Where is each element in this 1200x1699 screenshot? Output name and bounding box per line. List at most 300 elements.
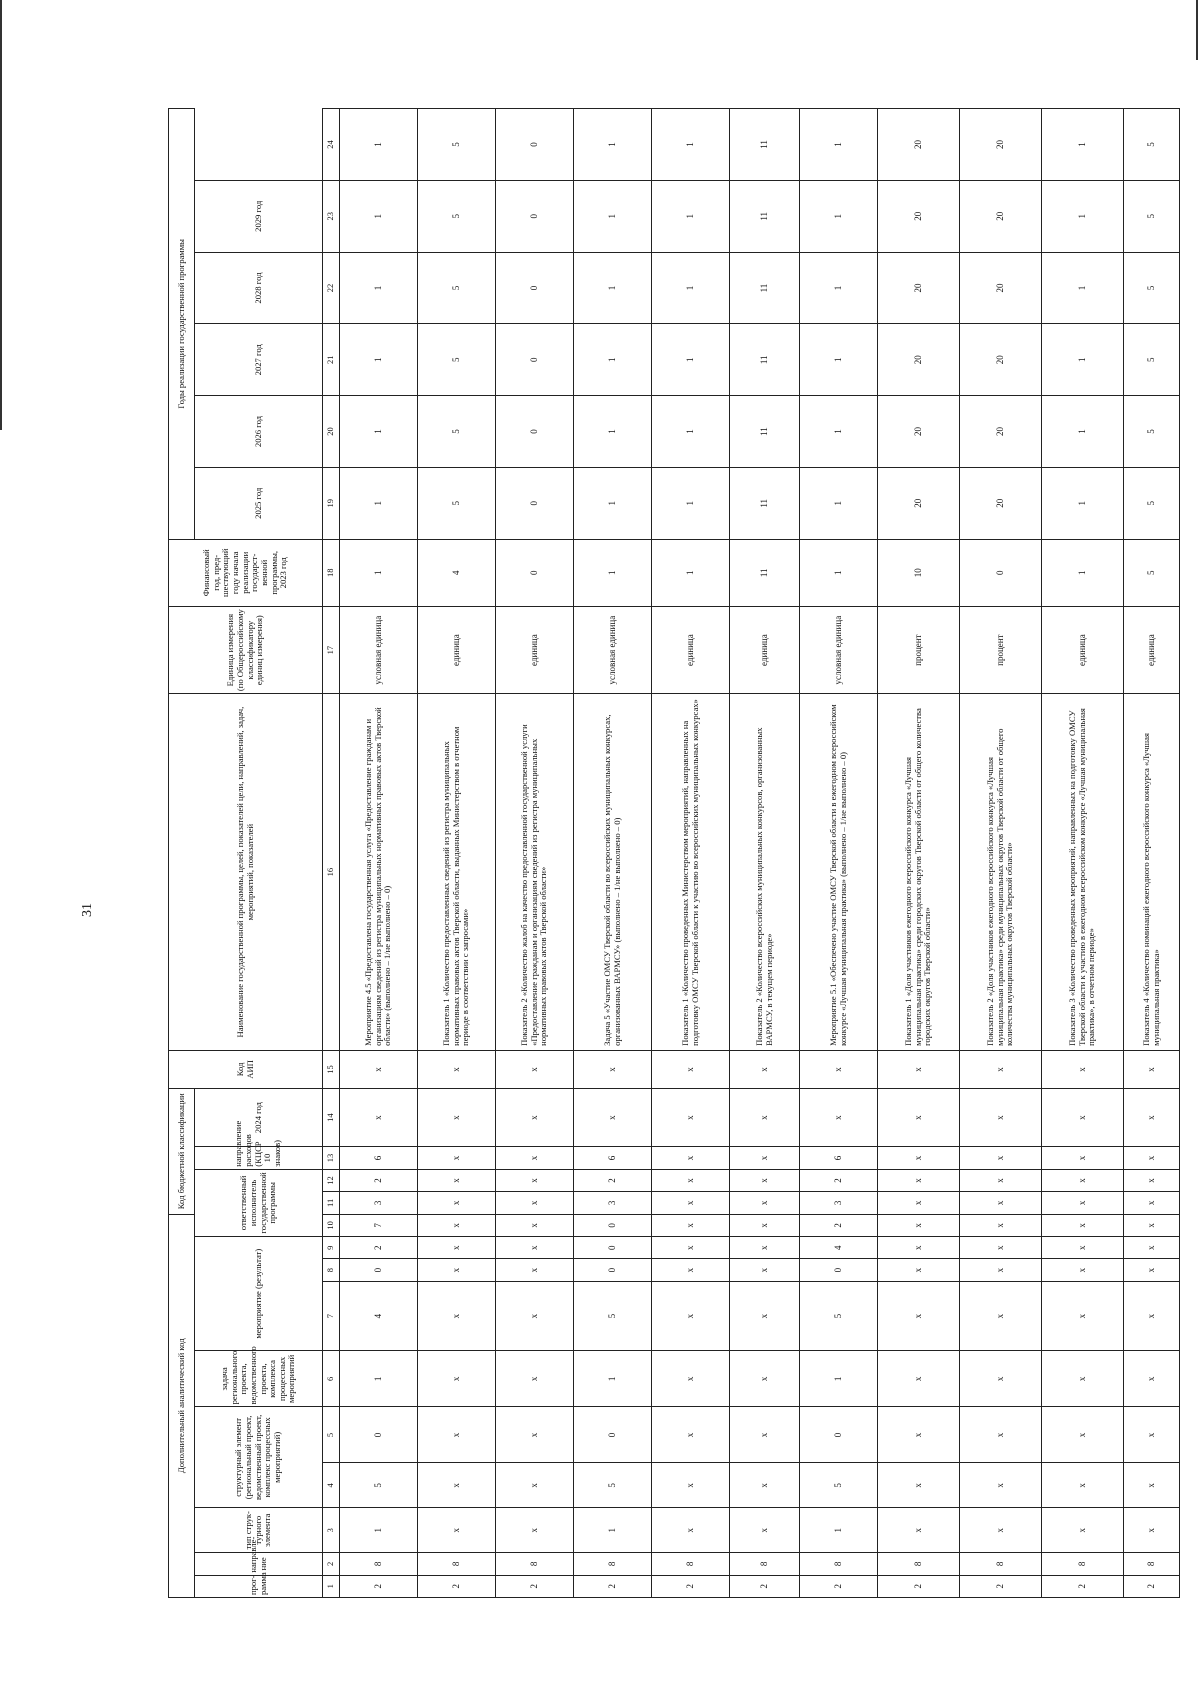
header-year-2028: 2028 год: [195, 252, 323, 324]
year-value: 11: [730, 252, 800, 324]
code-cell: x: [960, 1192, 1042, 1214]
page-number: 31: [80, 903, 95, 917]
code-cell: x: [878, 1147, 960, 1169]
year-value: 1: [340, 180, 418, 252]
code-cell: x: [418, 1259, 496, 1281]
code-cell: x: [418, 1169, 496, 1191]
code-cell: x: [496, 1259, 574, 1281]
year-value: 5: [418, 396, 496, 468]
code-cell: x: [730, 1050, 800, 1088]
column-number: 1: [323, 1575, 340, 1597]
item-description: Показатель 2 «Количество всероссийских муниципальных конкурсов, организованных ВАРМСУ, в текущем периоде»: [730, 694, 800, 1051]
code-cell: 4: [340, 1281, 418, 1351]
code-cell: x: [1042, 1050, 1124, 1088]
code-cell: 1: [574, 1351, 652, 1407]
code-cell: 5: [800, 1463, 878, 1508]
item-description: Мероприятие 5.1 «Обеспечено участие ОМСУ Тверской области в ежегодном всероссийском конкурсе «Лучшая муниципальная практика» (выполнено – 1/не выполнено – 0): [800, 694, 878, 1051]
table-row: [340, 109, 418, 1598]
code-cell: x: [496, 1508, 574, 1553]
column-number: 14: [323, 1088, 340, 1146]
code-cell: x: [418, 1050, 496, 1088]
code-cell: 2: [1124, 1575, 1180, 1597]
year-value: 1: [800, 467, 878, 539]
scan-edge-mark: [0, 0, 2, 430]
code-cell: x: [418, 1192, 496, 1214]
base-year-value: 1: [340, 539, 418, 606]
code-cell: x: [418, 1508, 496, 1553]
header-year-2029: 2029 год: [195, 180, 323, 252]
code-cell: x: [496, 1192, 574, 1214]
column-number: 21: [323, 324, 340, 396]
year-value: 1: [340, 467, 418, 539]
code-cell: 8: [652, 1553, 730, 1575]
header-struct-element: структурный элемент (региональный проект, ведомственный проект, комплекс процессных мероприятий): [195, 1407, 323, 1508]
code-cell: 8: [574, 1553, 652, 1575]
year-value: 1: [800, 252, 878, 324]
header-direction: направле-ние: [195, 1553, 323, 1575]
year-value: 0: [496, 180, 574, 252]
code-cell: 8: [960, 1553, 1042, 1575]
code-cell: x: [878, 1463, 960, 1508]
code-cell: 6: [800, 1147, 878, 1169]
column-number: 2: [323, 1553, 340, 1575]
code-cell: 8: [800, 1553, 878, 1575]
year-value: 11: [730, 467, 800, 539]
base-year-value: 1: [800, 539, 878, 606]
code-cell: x: [960, 1351, 1042, 1407]
year-value: 5: [1124, 467, 1180, 539]
code-cell: x: [1124, 1237, 1180, 1259]
code-cell: 3: [800, 1192, 878, 1214]
code-cell: x: [878, 1351, 960, 1407]
code-cell: 0: [340, 1259, 418, 1281]
table-row: [418, 109, 496, 1598]
code-cell: 2: [574, 1169, 652, 1191]
header-responsible: ответственный исполнитель государственной программы: [195, 1169, 323, 1236]
code-cell: x: [1042, 1237, 1124, 1259]
year-value: 20: [960, 109, 1042, 181]
year-value: 1: [1042, 252, 1124, 324]
code-cell: 0: [800, 1407, 878, 1463]
code-cell: x: [1042, 1214, 1124, 1236]
code-cell: x: [418, 1214, 496, 1236]
code-cell: x: [960, 1214, 1042, 1236]
unit-cell: единица: [730, 606, 800, 693]
year-value: 1: [574, 467, 652, 539]
column-number: 11: [323, 1192, 340, 1214]
column-number: 3: [323, 1508, 340, 1553]
header-task: задача регионального проекта, ведомственного проекта, комплекса процессных мероприятий: [195, 1351, 323, 1407]
column-number-row: [323, 109, 340, 1598]
unit-cell: условная единица: [340, 606, 418, 693]
code-cell: x: [1042, 1351, 1124, 1407]
item-description: Задача 5 «Участие ОМСУ Тверской области во всероссийских муниципальных конкурсах, организованных ВАРМСУ» (выполнено – 1/не выполнено – 0): [574, 694, 652, 1051]
code-cell: 8: [340, 1553, 418, 1575]
year-value: 20: [960, 180, 1042, 252]
year-value: 11: [730, 180, 800, 252]
year-value: 1: [574, 109, 652, 181]
code-cell: 5: [574, 1281, 652, 1351]
column-number: 10: [323, 1214, 340, 1236]
year-value: 20: [878, 396, 960, 468]
year-value: 20: [960, 324, 1042, 396]
column-number: 18: [323, 539, 340, 606]
year-value: 20: [878, 324, 960, 396]
code-cell: x: [496, 1214, 574, 1236]
base-year-value: 4: [418, 539, 496, 606]
year-value: 5: [418, 109, 496, 181]
code-cell: x: [1042, 1281, 1124, 1351]
year-value: 11: [730, 109, 800, 181]
code-cell: x: [652, 1088, 730, 1146]
year-value: 1: [340, 252, 418, 324]
unit-cell: условная единица: [800, 606, 878, 693]
item-description: Показатель 4 «Количество номинаций ежегодного всероссийского конкурса «Лучшая муниципальная практика»: [1124, 694, 1180, 1051]
column-number: 16: [323, 694, 340, 1051]
code-cell: 7: [340, 1214, 418, 1236]
code-cell: x: [878, 1214, 960, 1236]
code-cell: x: [652, 1237, 730, 1259]
code-cell: x: [1042, 1147, 1124, 1169]
year-value: 1: [800, 180, 878, 252]
year-value: 1: [1042, 109, 1124, 181]
code-cell: 4: [800, 1237, 878, 1259]
code-cell: 8: [1124, 1553, 1180, 1575]
header-base-year: Финансовый год, пред-шествующий году начала реализации государст-венной программы, 2023 год: [169, 539, 323, 606]
year-value: 20: [878, 252, 960, 324]
code-cell: x: [878, 1192, 960, 1214]
unit-cell: процент: [878, 606, 960, 693]
header-measure: мероприятие (результат): [195, 1237, 323, 1351]
table-row: [496, 109, 574, 1598]
item-description: Показатель 1 «Количество проведенных Министерством мероприятий, направленных на подготовку ОМСУ Тверской области к участию во всероссийских муниципальных конкурсах»: [652, 694, 730, 1051]
item-description: Показатель 2 «Количество жалоб на качество предоставленной государственной услуги «Предоставление гражданам и организациям сведений из регистра муниципальных нормативных правовых актов Тверской области»: [496, 694, 574, 1051]
year-value: 1: [574, 180, 652, 252]
column-number: 7: [323, 1281, 340, 1351]
code-cell: x: [496, 1281, 574, 1351]
code-cell: 2: [652, 1575, 730, 1597]
code-cell: 3: [574, 1192, 652, 1214]
code-cell: x: [1042, 1407, 1124, 1463]
code-cell: 0: [800, 1259, 878, 1281]
code-cell: 8: [418, 1553, 496, 1575]
year-value: 1: [1042, 324, 1124, 396]
code-cell: x: [1124, 1281, 1180, 1351]
year-value: 5: [1124, 252, 1180, 324]
column-number: 15: [323, 1050, 340, 1088]
item-description: Показатель 3 «Количество проведенных мероприятий, направленных на подготовку ОМСУ Тверской области к участию в ежегодном всероссийском конкурсе «Лучшая муниципальная практика», в отчетном периоде»: [1042, 694, 1124, 1051]
column-number: 20: [323, 396, 340, 468]
code-cell: 0: [574, 1259, 652, 1281]
header-years-group: Годы реализации государственной программы: [169, 109, 195, 540]
code-cell: x: [730, 1259, 800, 1281]
header-expense: направление расходов (КЦСР 10 знаков): [195, 1147, 323, 1169]
table-row: [960, 109, 1042, 1598]
base-year-value: 1: [1042, 539, 1124, 606]
table-row: [574, 109, 652, 1598]
code-cell: x: [960, 1147, 1042, 1169]
code-cell: x: [878, 1281, 960, 1351]
base-year-value: 0: [496, 539, 574, 606]
code-cell: x: [652, 1147, 730, 1169]
code-cell: x: [878, 1259, 960, 1281]
column-number: 5: [323, 1407, 340, 1463]
code-cell: x: [1124, 1088, 1180, 1146]
code-cell: 1: [340, 1508, 418, 1553]
code-cell: x: [652, 1508, 730, 1553]
year-value: 1: [1042, 467, 1124, 539]
code-cell: 2: [1042, 1575, 1124, 1597]
code-cell: 2: [878, 1575, 960, 1597]
code-cell: x: [574, 1050, 652, 1088]
code-cell: 6: [340, 1147, 418, 1169]
code-cell: x: [878, 1407, 960, 1463]
code-cell: x: [652, 1050, 730, 1088]
code-cell: 2: [418, 1575, 496, 1597]
year-value: 5: [418, 180, 496, 252]
column-number: 4: [323, 1463, 340, 1508]
code-cell: x: [496, 1463, 574, 1508]
year-value: 5: [1124, 324, 1180, 396]
code-cell: 1: [800, 1508, 878, 1553]
code-cell: x: [960, 1169, 1042, 1191]
code-cell: 2: [340, 1169, 418, 1191]
code-cell: x: [496, 1147, 574, 1169]
year-value: 5: [1124, 180, 1180, 252]
year-value: 20: [878, 180, 960, 252]
code-cell: 2: [800, 1575, 878, 1597]
code-cell: x: [960, 1463, 1042, 1508]
header-year-2025: 2025 год: [195, 467, 323, 539]
year-value: 1: [574, 252, 652, 324]
year-value: 1: [340, 109, 418, 181]
code-cell: x: [652, 1259, 730, 1281]
unit-cell: условная единица: [574, 606, 652, 693]
column-number: 17: [323, 606, 340, 693]
code-cell: x: [960, 1407, 1042, 1463]
code-cell: x: [496, 1237, 574, 1259]
code-cell: 3: [340, 1192, 418, 1214]
code-cell: x: [878, 1508, 960, 1553]
code-cell: x: [960, 1237, 1042, 1259]
base-year-value: 1: [652, 539, 730, 606]
year-value: 20: [960, 252, 1042, 324]
code-cell: x: [652, 1463, 730, 1508]
code-cell: x: [878, 1237, 960, 1259]
code-cell: 2: [340, 1575, 418, 1597]
header-aip: Код АИП: [169, 1050, 323, 1088]
base-year-value: 0: [960, 539, 1042, 606]
year-value: 20: [960, 396, 1042, 468]
code-cell: x: [960, 1281, 1042, 1351]
code-cell: x: [496, 1088, 574, 1146]
item-description: Показатель 2 «Доля участников ежегодного всероссийского конкурса «Лучшая муниципальная практика» среди муниципальных округов Тверской области от общего количества муниципальных округов Тверской области»: [960, 694, 1042, 1051]
code-cell: 2: [800, 1169, 878, 1191]
code-cell: x: [574, 1088, 652, 1146]
code-cell: x: [730, 1237, 800, 1259]
item-description: Мероприятие 4.5 «Предоставлена государственная услуга «Предоставление гражданам и организациям сведений из регистра муниципальных нормативных правовых актов Тверской области» (выполнено – 1/не выполнено – 0): [340, 694, 418, 1051]
year-value: 20: [878, 109, 960, 181]
header-year-2024: 2024 год: [195, 1088, 323, 1146]
code-cell: x: [1124, 1169, 1180, 1191]
unit-cell: единица: [418, 606, 496, 693]
year-value: 1: [574, 324, 652, 396]
year-value: 5: [418, 467, 496, 539]
code-cell: 1: [340, 1351, 418, 1407]
code-cell: x: [1042, 1088, 1124, 1146]
code-cell: x: [1124, 1259, 1180, 1281]
column-number: 9: [323, 1237, 340, 1259]
header-unit: Единица измерения (по Общероссийскому классификатору единиц измерения): [169, 606, 323, 693]
code-cell: x: [418, 1147, 496, 1169]
code-cell: x: [418, 1281, 496, 1351]
code-cell: 8: [496, 1553, 574, 1575]
year-value: 0: [496, 324, 574, 396]
code-cell: x: [878, 1088, 960, 1146]
code-cell: x: [1124, 1351, 1180, 1407]
table-row: [730, 109, 800, 1598]
code-cell: x: [730, 1088, 800, 1146]
unit-cell: единица: [1042, 606, 1124, 693]
table-row: [1124, 109, 1180, 1598]
column-number: 12: [323, 1169, 340, 1191]
code-cell: x: [730, 1281, 800, 1351]
code-cell: x: [1124, 1192, 1180, 1214]
table-row: [878, 109, 960, 1598]
code-cell: 8: [1042, 1553, 1124, 1575]
code-cell: x: [730, 1169, 800, 1191]
code-cell: x: [730, 1147, 800, 1169]
code-cell: x: [652, 1169, 730, 1191]
scan-edge-mark: [1196, 0, 1198, 60]
code-cell: x: [1124, 1508, 1180, 1553]
base-year-value: 10: [878, 539, 960, 606]
code-cell: 2: [730, 1575, 800, 1597]
code-cell: 5: [574, 1463, 652, 1508]
year-value: 5: [418, 324, 496, 396]
code-cell: 2: [340, 1237, 418, 1259]
year-value: 0: [496, 467, 574, 539]
year-value: 1: [1042, 180, 1124, 252]
year-value: 20: [878, 467, 960, 539]
header-year-2026: 2026 год: [195, 396, 323, 468]
code-cell: x: [878, 1050, 960, 1088]
column-number: 13: [323, 1147, 340, 1169]
year-value: 1: [652, 396, 730, 468]
year-value: 1: [800, 109, 878, 181]
year-value: 5: [1124, 109, 1180, 181]
code-cell: x: [730, 1192, 800, 1214]
item-description: Показатель 1 «Количество предоставленных сведений из регистра муниципальных нормативных правовых актов Тверской области, выданных Министерством в отчетном периоде в соответствии с запросами»: [418, 694, 496, 1051]
unit-cell: единица: [652, 606, 730, 693]
year-value: 0: [496, 396, 574, 468]
header-analytic-group: Дополнительный аналитический код: [169, 1214, 195, 1597]
code-cell: x: [800, 1088, 878, 1146]
code-cell: x: [652, 1192, 730, 1214]
code-cell: x: [730, 1463, 800, 1508]
year-value: 1: [340, 396, 418, 468]
year-value: 11: [730, 396, 800, 468]
code-cell: 1: [800, 1351, 878, 1407]
header-struct-type: тип струк-турного элемента: [195, 1508, 323, 1553]
code-cell: x: [1042, 1463, 1124, 1508]
code-cell: x: [496, 1169, 574, 1191]
code-cell: x: [496, 1407, 574, 1463]
code-cell: 0: [574, 1214, 652, 1236]
header-program: прог-рамма: [195, 1575, 323, 1597]
year-value: 5: [418, 252, 496, 324]
code-cell: x: [340, 1050, 418, 1088]
year-value: 1: [652, 467, 730, 539]
code-cell: x: [652, 1351, 730, 1407]
base-year-value: 5: [1124, 539, 1180, 606]
year-value: 1: [340, 324, 418, 396]
unit-cell: процент: [960, 606, 1042, 693]
base-year-value: 11: [730, 539, 800, 606]
program-table: [168, 108, 1180, 1598]
item-description: Показатель 1 «Доля участников ежегодного всероссийского конкурса «Лучшая муниципальная практика» среди городских округов Тверской области от общего количества городских округов Тверской области»: [878, 694, 960, 1051]
table-row: [1042, 109, 1124, 1598]
year-value: 1: [652, 180, 730, 252]
year-value: 1: [574, 396, 652, 468]
code-cell: x: [878, 1169, 960, 1191]
code-cell: x: [1042, 1259, 1124, 1281]
year-value: 1: [800, 324, 878, 396]
code-cell: x: [960, 1050, 1042, 1088]
code-cell: x: [340, 1088, 418, 1146]
code-cell: x: [418, 1407, 496, 1463]
year-value: 1: [652, 109, 730, 181]
code-cell: 8: [878, 1553, 960, 1575]
code-cell: x: [800, 1050, 878, 1088]
year-value: 0: [496, 109, 574, 181]
code-cell: x: [652, 1407, 730, 1463]
column-number: 6: [323, 1351, 340, 1407]
rotated-table-container: [168, 108, 1168, 1598]
unit-cell: единица: [496, 606, 574, 693]
year-value: 1: [652, 252, 730, 324]
year-value: 1: [652, 324, 730, 396]
code-cell: x: [1124, 1050, 1180, 1088]
code-cell: x: [1042, 1192, 1124, 1214]
year-value: 0: [496, 252, 574, 324]
code-cell: x: [1042, 1169, 1124, 1191]
code-cell: x: [1124, 1463, 1180, 1508]
code-cell: x: [960, 1088, 1042, 1146]
header-budget-group: Код бюджетной классификации: [169, 1088, 195, 1214]
column-number: 22: [323, 252, 340, 324]
base-year-value: 1: [574, 539, 652, 606]
table-row: [652, 109, 730, 1598]
code-cell: x: [960, 1259, 1042, 1281]
code-cell: 2: [496, 1575, 574, 1597]
code-cell: 5: [800, 1281, 878, 1351]
code-cell: x: [1042, 1508, 1124, 1553]
code-cell: x: [496, 1351, 574, 1407]
code-cell: 5: [340, 1463, 418, 1508]
code-cell: x: [960, 1508, 1042, 1553]
code-cell: x: [652, 1214, 730, 1236]
code-cell: 0: [340, 1407, 418, 1463]
code-cell: x: [496, 1050, 574, 1088]
year-value: 20: [960, 467, 1042, 539]
code-cell: 2: [574, 1575, 652, 1597]
code-cell: 2: [960, 1575, 1042, 1597]
code-cell: x: [1124, 1407, 1180, 1463]
year-value: 5: [1124, 396, 1180, 468]
code-cell: 0: [574, 1407, 652, 1463]
year-value: 11: [730, 324, 800, 396]
